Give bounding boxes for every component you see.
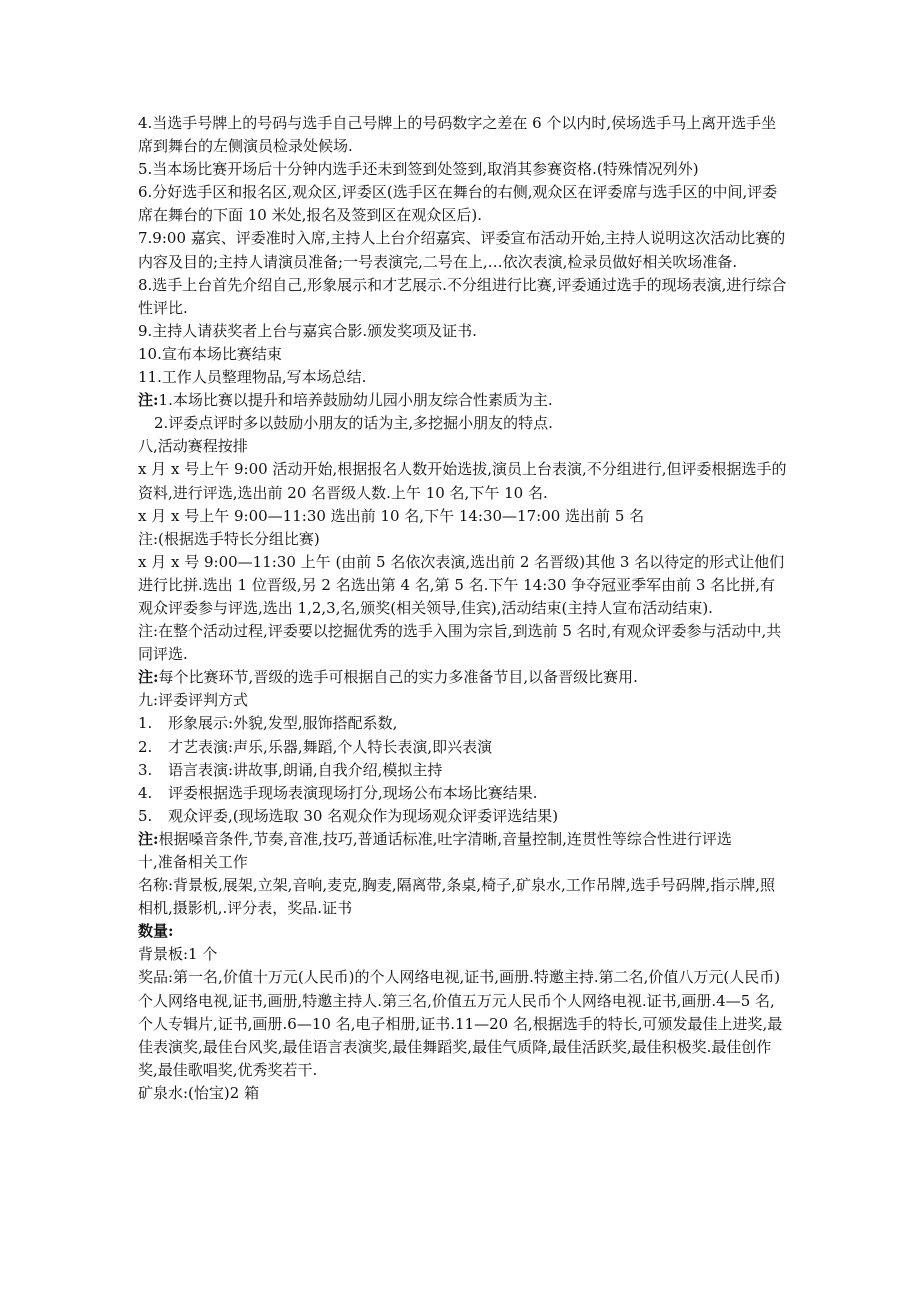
- note-label: 注:: [138, 391, 159, 410]
- materials-list: 名称:背景板,展架,立架,音响,麦克,胸麦,隔离带,条桌,椅子,矿泉水,工作吊牌,选手号码牌,指示牌,照相机,摄影机,.评分表，奖品.证书: [138, 876, 776, 918]
- paragraph-4: 4.当选手号牌上的号码与选手自己号牌上的号码数字之差在 6 个以内时,侯场选手马上离开选手坐席到舞台的左侧演员检录处候场.: [138, 114, 777, 156]
- schedule-day-3: x 月 x 号 9:00—11:30 上午 (由前 5 名依次表演,选出前 2 名晋级)其他 3 名以待定的形式让他们进行比拼.选出 1 位晋级,另 2 名选出第 4 名,第 5 名.下午 14:30 争夺冠亚季军由前 3 名比拼,有观众评委参与评选,选出 1,2,3,名,颁奖(相关领导,佳宾),活动结束(主持人宣布活动结束).: [138, 552, 785, 617]
- note-label: 注:: [138, 668, 159, 687]
- note-1: [138, 389, 788, 412]
- document-body: [138, 112, 788, 1105]
- paragraph-9: 9.主持人请获奖者上台与嘉宾合影.颁发奖项及证书.: [138, 321, 477, 340]
- note-text: 1.本场比赛以提升和培养鼓励幼儿园小朋友综合性素质为主.: [158, 391, 553, 410]
- section-heading-10: 十,准备相关工作: [138, 853, 248, 871]
- backboard-quantity: 背景板:1 个: [138, 945, 218, 964]
- paragraph-11: 11.工作人员整理物品,写本场总结.: [138, 368, 367, 387]
- paragraph-7: 7.9:00 嘉宾、评委准时入席,主持人上台介绍嘉宾、评委宣布活动开始,主持人说明这次活动比赛的内容及目的;主持人请演员准备;一号表演完,二号在上,…依次表演,检录员做好相关吹场准备.: [138, 229, 786, 271]
- section-heading-8: 八,活动赛程按排: [138, 437, 248, 456]
- note-text: 每个比赛环节,晋级的选手可根据自己的实力多准备节目,以备晋级比赛用.: [158, 668, 638, 687]
- paragraph-10: 10.宣布本场比赛结束: [138, 344, 282, 363]
- quantity-heading: 数量:: [138, 922, 174, 941]
- paragraph-6: 6.分好选手区和报名区,观众区,评委区(选手区在舞台的右侧,观众区在评委席与选手区的中间,评委席在舞台的下面 10 米处,报名及签到区在观众区后).: [138, 183, 778, 225]
- judging-item-text: 才艺表演:声乐,乐器,舞蹈,个人特长表演,即兴表演: [168, 737, 493, 756]
- judging-item-number: 2.: [138, 737, 153, 756]
- judging-item-number: 3.: [138, 760, 153, 779]
- judging-item: [138, 759, 788, 782]
- note-2: [138, 666, 788, 689]
- paragraph-8: 8.选手上台首先介绍自己,形象展示和才艺展示.不分组进行比赛,评委通过选手的现场表演,进行综合性评比.: [138, 275, 787, 317]
- judging-item-number: 1.: [138, 714, 153, 733]
- note-3: [138, 828, 788, 851]
- water-quantity: 矿泉水:(怡宝)2 箱: [138, 1083, 260, 1102]
- judging-item-text: 语言表演:讲故事,朗诵,自我介绍,模拟主持: [168, 760, 443, 779]
- judging-item: [138, 782, 788, 805]
- judging-item: [138, 805, 788, 828]
- schedule-day-1: x 月 x 号上午 9:00 活动开始,根据报名人数开始选拔,演员上台表演,不分组进行,但评委根据选手的资料,进行评选,选出前 20 名晋级人数.上午 10 名,下午 10 名.: [138, 460, 787, 502]
- paragraph-5: 5.当本场比赛开场后十分钟内选手还未到签到处签到,取消其参赛资格.(特殊情况列外): [138, 160, 699, 179]
- judging-item-text: 形象展示:外貌,发型,服饰搭配系数,: [168, 714, 398, 733]
- judging-item-number: 5.: [138, 806, 153, 825]
- judging-item: [138, 736, 788, 759]
- schedule-day-2: x 月 x 号上午 9:00—11:30 选出前 10 名,下午 14:30—17:00 选出前 5 名: [138, 506, 645, 525]
- note-label: 注:: [138, 829, 159, 848]
- judging-item-text: 评委根据选手现场表演现场打分,现场公布本场比赛结果.: [168, 783, 538, 802]
- note-1-item-2: 2.评委点评时多以鼓励小朋友的话为主,多挖掘小朋友的特点.: [154, 414, 553, 433]
- judging-item-number: 4.: [138, 783, 153, 802]
- prizes-description: 奖品:第一名,价值十万元(人民币)的个人网络电视,证书,画册.特邀主持.第二名,价值八万元(人民币)个人网络电视,证书,画册,特邀主持人.第三名,价值五万元人民币个人网络电视.证书,画册.4—5 名,个人专辑片,证书,画册.6—10 名,电子相册,证书.11—20 名,根据选手的特长,可颁发最佳上进奖,最佳表演奖,最佳台风奖,最佳语言表演奖,最佳舞蹈奖,最佳气质降,最佳活跃奖,最佳积极奖.最佳创作奖,最佳歌唱奖,优秀奖若干.: [138, 968, 783, 1079]
- section-heading-9: 九:评委评判方式: [138, 691, 249, 710]
- judging-item-text: 观众评委,(现场选取 30 名观众作为现场观众评委评选结果): [168, 806, 559, 825]
- note-text: 根据嗓音条件,节奏,音准,技巧,普通话标准,吐字清晰,音量控制,连贯性等综合性进行评选: [158, 829, 732, 848]
- judging-item: [138, 712, 788, 735]
- schedule-note: 注:(根据选手特长分组比赛): [138, 529, 320, 548]
- schedule-note-2: 注:在整个活动过程,评委要以挖掘优秀的选手入围为宗旨,到选前 5 名时,有观众评委参与活动中,共同评选.: [138, 622, 782, 664]
